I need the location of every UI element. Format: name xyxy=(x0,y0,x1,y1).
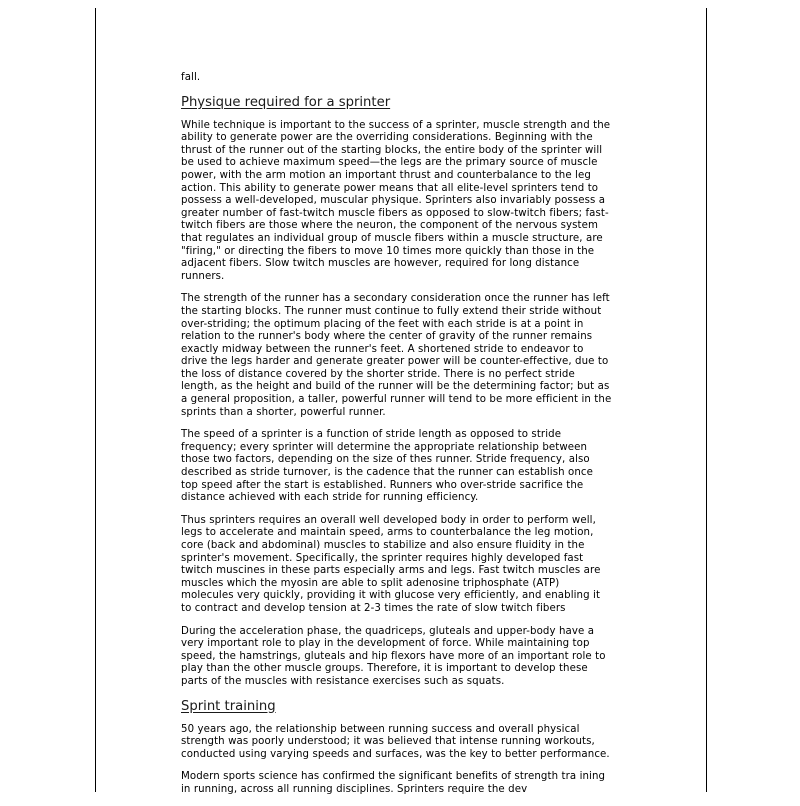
paragraph-modern-sports-science: Modern sports science has confirmed the significant benefits of strength tra ining in running, across all running disciplines. Sprinters require the dev xyxy=(181,771,606,795)
paragraph-acceleration-phase: During the acceleration phase, the quadriceps, gluteals and upper-body have a very important role to play in the development of force. While maintaining top speed, the hamstrings, gluteals and hip flexors have more of an important role to play than the other muscle groups. Therefore, it is important to develop these parts of the muscles with resistance exercises such as squats. xyxy=(181,625,606,687)
document-body xyxy=(181,72,613,806)
page-left-margin-rule xyxy=(95,8,96,792)
section-heading-sprint-training: Sprint training xyxy=(181,698,276,714)
section-heading-physique: Physique required for a sprinter xyxy=(181,94,391,110)
paragraph-physique-intro: While technique is important to the success of a sprinter, muscle strength and the ability to generate power are the overriding considerations. Beginning with the thrust of the runner out of the starting blocks, the entire body of the sprinter will be used to achieve maximum speed—the legs are the primary source of muscle power, with the arm motion an important thrust and counterbalance to the leg action. This ability to generate power means that all elite-level sprinters tend to possess a well-developed, muscular physique. Sprinters also invariably possess a greater number of fast-twitch muscle fibers as opposed to slow-twitch fibers; fast-twitch fibers are those where the neuron, the component of the nervous system that regulates an individual group of muscle fibers within a muscle structure, are "firing," or directing the fibers to move 10 times more quickly than those in the adjacent fibers. Slow twitch muscles are however, required for long distance runners. xyxy=(181,119,611,282)
paragraph-stride-frequency: The speed of a sprinter is a function of stride length as opposed to stride frequency; every sprinter will determine the appropriate relationship between those two factors, depending on the size of thes runner. Stride frequency, also described as stride turnover, is the cadence that the runner can establish once top speed after the start is established. Runners who over-stride sacrifice the distance achieved with each stride for running efficiency. xyxy=(181,429,594,504)
paragraph-historical-training: 50 years ago, the relationship between running success and overall physical strength was poorly understood; it was believed that intense running workouts, conducted using varying speeds and surfaces, was the key to better performance. xyxy=(181,723,610,760)
page-right-margin-rule xyxy=(706,8,707,792)
paragraph-body-development: Thus sprinters requires an overall well developed body in order to perform well, legs to accelerate and maintain speed, arms to counterbalance the leg motion, core (back and abdominal) muscles to stabilize and also ensure fluidity in the sprinter's movement. Specifically, the sprinter requires highly developed fast twitch muscines in these parts especially arms and legs. Fast twitch muscles are muscles which the myosin are able to split adenosine triphosphate (ATP) molecules very quickly, providing it with glucose very efficiently, and enabling it to contract and develop tension at 2-3 times the rate of slow twitch fibers xyxy=(181,514,601,614)
paragraph-fragment-top: fall. xyxy=(181,72,201,83)
paragraph-strength-stride: The strength of the runner has a secondary consideration once the runner has left the starting blocks. The runner must continue to fully extend their stride without over-striding; the optimum placing of the feet with each stride is at a point in relation to the runner's body where the center of gravity of the runner remains exactly midway between the runner's feet. A shortened stride to endeavor to drive the legs harder and generate greater power will be counter-effective, due to the loss of distance covered by the shorter stride. There is no perfect stride length, as the height and build of the runner will be the determining factor; but as a general proposition, a taller, powerful runner will tend to be more efficient in the sprints than a shorter, powerful runner. xyxy=(181,293,612,418)
